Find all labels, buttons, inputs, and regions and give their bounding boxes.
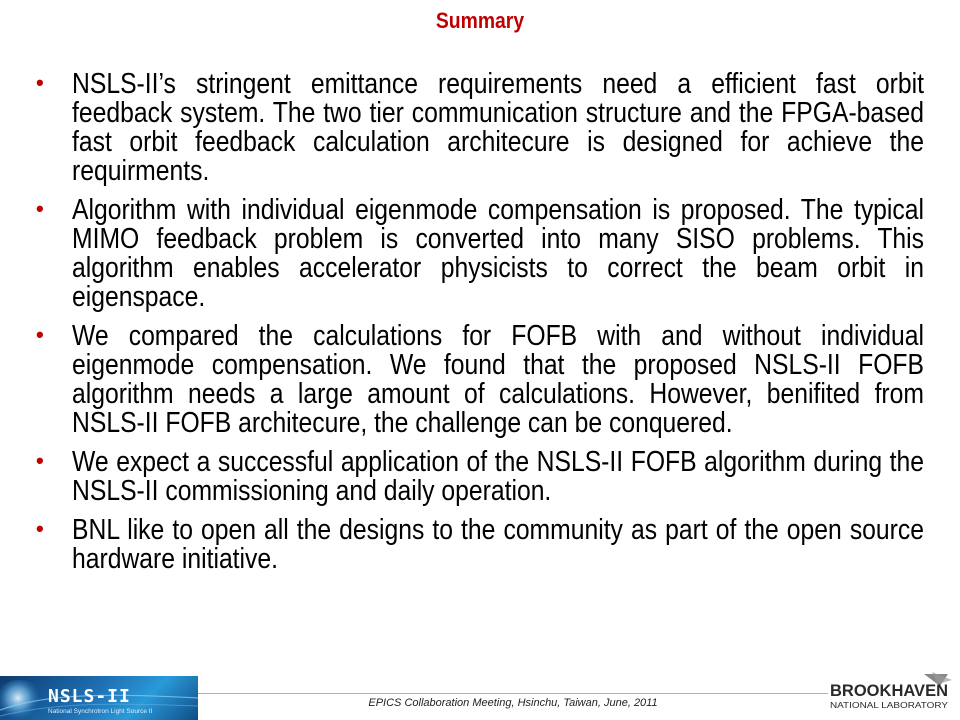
bullet-item (36, 448, 924, 506)
bullet-item (36, 322, 924, 438)
bullet-text: BNL like to open all the designs to the community as part of the open source hardware initiative. (72, 514, 924, 575)
slide-title: Summary (435, 8, 525, 33)
nsls-ii-logo (0, 676, 198, 720)
bullet-list (36, 70, 924, 584)
bullet-item (36, 196, 924, 312)
brookhaven-logo-subtext: NATIONAL LABORATORY (830, 701, 949, 710)
bullet-text: We compared the calculations for FOFB with and without individual eigenmode compensation. We found that the proposed NSLS-II FOFB algorithm needs a large amount of calculations. However, benifited from NSLS-II FOFB architecure, the challenge can be conquered. (72, 320, 924, 439)
bullet-item (36, 70, 924, 186)
footer-rule (198, 693, 828, 694)
footer-caption: EPICS Collaboration Meeting, Hsinchu, Taiwan, June, 2011 (368, 697, 658, 709)
bullet-text: NSLS-II’s stringent emittance requirements need a efficient fast orbit feedback system. The two tier communication structure and the FPGA-based fast orbit feedback calculation architecure is designed for achieve the requirments. (72, 68, 924, 187)
brookhaven-logo-text: BROOKHAVEN (830, 681, 948, 700)
bullet-marker: • (36, 196, 44, 221)
nsls-ii-logo-graphic (0, 676, 198, 720)
brookhaven-logo-graphic (828, 672, 952, 714)
bullet-item (36, 516, 924, 574)
bullet-text: Algorithm with individual eigenmode compensation is proposed. The typical MIMO feedback problem is converted into many SISO problems. This algorithm enables accelerator physicists to correct the beam orbit in eigenspace. (72, 194, 924, 313)
bullet-marker: • (36, 448, 44, 473)
nsls-ii-logo-text: NSLS-II (48, 686, 131, 707)
bullet-text: We expect a successful application of the NSLS-II FOFB algorithm during the NSLS-II commissioning and daily operation. (72, 446, 924, 507)
bullet-marker: • (36, 516, 44, 541)
bullet-marker: • (36, 322, 44, 347)
nsls-ii-logo-subtext: National Synchrotron Light Source II (48, 708, 153, 715)
bullet-marker: • (36, 70, 44, 95)
brookhaven-logo (828, 672, 952, 714)
